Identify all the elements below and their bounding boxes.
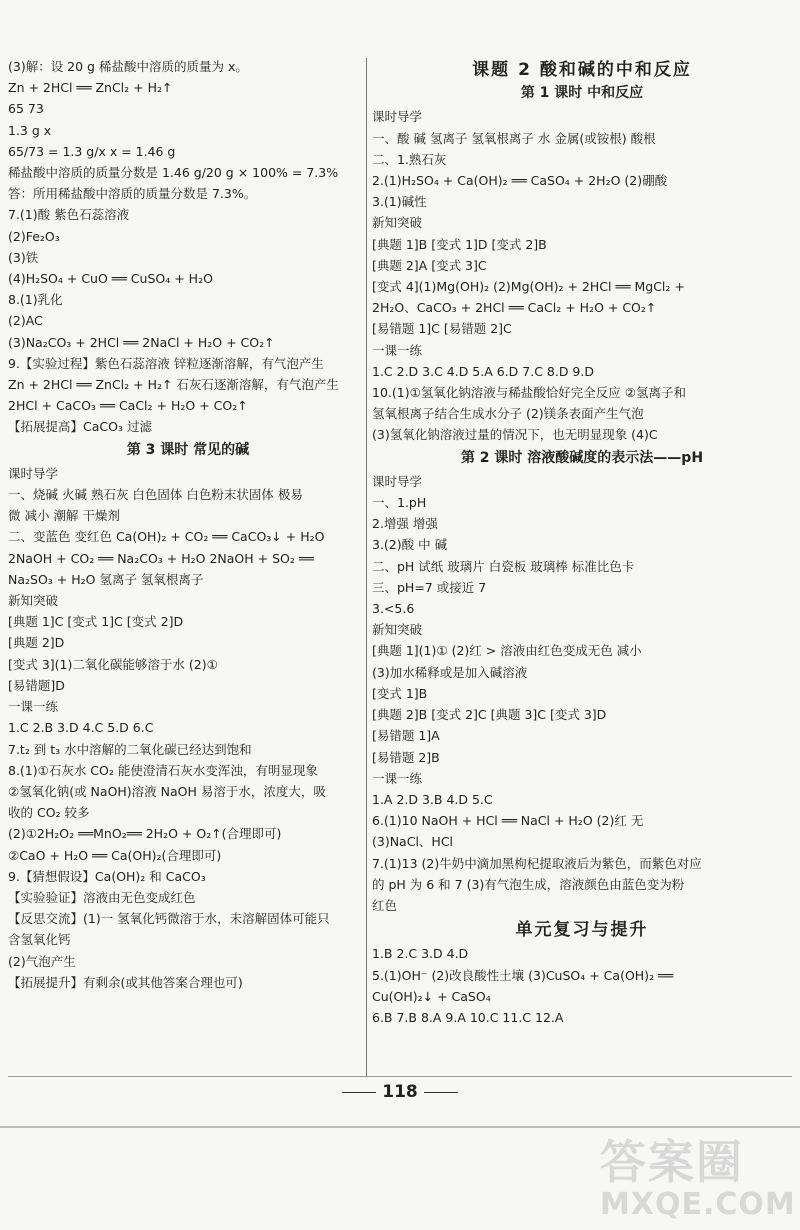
text-line: 6.B 7.B 8.A 9.A 10.C 11.C 12.A (372, 1009, 564, 1025)
text-line: Zn + 2HCl ══ ZnCl₂ + H₂↑ (8, 80, 173, 96)
text-line: (3)加水稀释或是加入碱溶液 (372, 664, 528, 680)
text-line: 新知突破 (8, 593, 59, 609)
watermark-logo-text: 答案圈 (600, 1135, 744, 1189)
text-line: 一、酸 碱 氢离子 氢氧根离子 水 金属(或铵根) 酸根 (372, 130, 656, 146)
watermark-url: MXQE.COM (600, 1187, 796, 1222)
text-line: 一课一练 (372, 770, 423, 786)
page-number (300, 1082, 500, 1102)
text-line: 课时导学 (372, 109, 423, 125)
text-line: 一、烧碱 火碱 熟石灰 白色固体 白色粉末状固体 极易 (8, 487, 303, 503)
text-line: 1.A 2.D 3.B 4.D 5.C (372, 791, 493, 807)
text-line: 2.增强 增强 (372, 516, 438, 532)
text-line: Na₂SO₃ + H₂O 氢离子 氢氧根离子 (8, 571, 204, 587)
text-line: 【拓展提高】CaCO₃ 过滤 (8, 419, 152, 435)
text-line: 8.(1)①石灰水 CO₂ 能使澄清石灰水变浑浊，有明显现象 (8, 762, 318, 778)
text-line: [易错题]D (8, 677, 65, 693)
text-line: [易错题 1]A (372, 728, 440, 744)
text-line: 7.t₂ 到 t₃ 水中溶解的二氧化碳已经达到饱和 (8, 741, 252, 757)
text-line: 【反思交流】(1)一 氢氧化钙微溶于水，未溶解固体可能只 (8, 911, 330, 927)
text-line: [变式 3](1)二氧化碳能够溶于水 (2)① (8, 656, 218, 672)
text-line: 3.(1)碱性 (372, 194, 427, 210)
text-line: [典题 1]B [变式 1]D [变式 2]B (372, 236, 547, 252)
text-line: 2HCl + CaCO₃ ══ CaCl₂ + H₂O + CO₂↑ (8, 398, 248, 414)
text-line: (3)氢氧化钠溶液过量的情况下，也无明显现象 (4)C (372, 427, 658, 443)
text-line: 微 减小 潮解 干燥剂 (8, 508, 120, 524)
page-number-text: 118 (382, 1082, 418, 1102)
text-line: 二、变蓝色 变红色 Ca(OH)₂ + CO₂ ══ CaCO₃↓ + H₂O (8, 529, 325, 545)
text-line: 氢氧根离子结合生成水分子 (2)镁条表面产生气泡 (372, 406, 644, 422)
text-line: 一课一练 (8, 699, 59, 715)
text-line: 1.C 2.D 3.C 4.D 5.A 6.D 7.C 8.D 9.D (372, 363, 594, 379)
dash-left (342, 1092, 376, 1093)
text-line: [典题 2]A [变式 3]C (372, 257, 487, 273)
text-line: ②氢氧化钠(或 NaOH)溶液 NaOH 易溶于水，浓度大，吸 (8, 783, 326, 799)
text-line: 5.(1)OH⁻ (2)改良酸性土壤 (3)CuSO₄ + Ca(OH)₂ ══ (372, 967, 674, 983)
watermark-logo (600, 1135, 796, 1226)
text-line: 7.(1)13 (2)牛奶中滴加黑枸杞提取液后为紫色，而紫色对应 (372, 855, 702, 871)
text-line: 1.C 2.B 3.D 4.C 5.D 6.C (8, 720, 154, 736)
text-line: (2)气泡产生 (8, 953, 76, 969)
text-line: 1.3 g x (8, 122, 52, 138)
text-line: 9.【猜想假设】Ca(OH)₂ 和 CaCO₃ (8, 868, 206, 884)
topic-title: 课题 2 酸和碱的中和反应 (472, 60, 692, 80)
text-line: (3)解：设 20 g 稀盐酸中溶质的质量为 x。 (8, 59, 248, 74)
text-line: 【拓展提升】有剩余(或其他答案合理也可) (8, 974, 243, 990)
text-line: 7.(1)酸 紫色石蕊溶液 (8, 207, 130, 223)
section-heading: 第 1 课时 中和反应 (520, 85, 644, 102)
section-heading: 第 3 课时 常见的碱 (126, 441, 250, 458)
text-line: [典题 2]B [变式 2]C [典题 3]C [变式 3]D (372, 707, 607, 723)
text-line: (3)铁 (8, 249, 39, 265)
text-line: 3.<5.6 (372, 601, 415, 617)
text-line: 答：所用稀盐酸中溶质的质量分数是 7.3%。 (8, 186, 257, 202)
text-line: 课时导学 (372, 473, 423, 489)
text-line: (4)H₂SO₄ + CuO ══ CuSO₄ + H₂O (8, 271, 213, 287)
text-line: 课时导学 (8, 465, 59, 481)
text-line: 1.B 2.C 3.D 4.D (372, 946, 469, 962)
text-line: 红色 (372, 897, 398, 913)
text-line: 收的 CO₂ 较多 (8, 805, 90, 821)
text-line: [变式 1]B (372, 685, 428, 701)
text-line: 【实验验证】溶液由无色变成红色 (8, 889, 196, 905)
text-line: (3)Na₂CO₃ + 2HCl ══ 2NaCl + H₂O + CO₂↑ (8, 334, 275, 350)
column-divider (366, 58, 367, 1076)
text-line: 稀盐酸中溶质的质量分数是 1.46 g/20 g × 100% = 7.3% (8, 165, 339, 181)
text-line: 2.(1)H₂SO₄ + Ca(OH)₂ ══ CaSO₄ + 2H₂O (2)硼酸 (372, 173, 668, 189)
text-line: 65/73 = 1.3 g/x x = 1.46 g (8, 143, 176, 159)
text-line: (3)NaCl、HCl (372, 834, 454, 850)
text-line: [易错题 2]B (372, 749, 440, 765)
text-line: [典题 1](1)① (2)红 > 溶液由红色变成无色 减小 (372, 643, 642, 659)
text-line: 二、pH 试纸 玻璃片 白瓷板 玻璃棒 标准比色卡 (372, 558, 635, 574)
text-line: 3.(2)酸 中 碱 (372, 537, 448, 553)
text-line: 2NaOH + CO₂ ══ Na₂CO₃ + H₂O 2NaOH + SO₂ ══ (8, 550, 314, 566)
left-column (8, 56, 368, 993)
text-line: 新知突破 (372, 622, 423, 638)
text-line: 新知突破 (372, 215, 423, 231)
text-line: 二、1.熟石灰 (372, 151, 447, 167)
section-heading: 第 2 课时 溶液酸碱度的表示法——pH (460, 449, 704, 466)
text-line: [典题 2]D (8, 635, 65, 651)
dash-right (424, 1092, 458, 1093)
text-line: 一、1.pH (372, 495, 427, 511)
page-bottom-rule (8, 1076, 792, 1077)
text-line: 10.(1)①氢氧化钠溶液与稀盐酸恰好完全反应 ②氢离子和 (372, 385, 686, 401)
text-line: 的 pH 为 6 和 7 (3)有气泡生成，溶液颜色由蓝色变为粉 (372, 876, 685, 892)
text-line: Cu(OH)₂↓ + CaSO₄ (372, 988, 491, 1004)
text-line: [典题 1]C [变式 1]C [变式 2]D (8, 614, 184, 630)
text-line: 8.(1)乳化 (8, 292, 63, 308)
text-line: (2)Fe₂O₃ (8, 228, 60, 244)
text-line: ②CaO + H₂O ══ Ca(OH)₂(合理即可) (8, 847, 222, 863)
footer-rule (0, 1126, 800, 1128)
right-column (372, 56, 792, 1028)
text-line: (2)①2H₂O₂ ══MnO₂══ 2H₂O + O₂↑(合理即可) (8, 826, 282, 842)
text-line: 2H₂O、CaCO₃ + 2HCl ══ CaCl₂ + H₂O + CO₂↑ (372, 300, 657, 316)
text-line: 三、pH=7 或接近 7 (372, 579, 487, 595)
text-line: [易错题 1]C [易错题 2]C (372, 321, 512, 337)
text-line: 一课一练 (372, 342, 423, 358)
text-line: 6.(1)10 NaOH + HCl ══ NaCl + H₂O (2)红 无 (372, 813, 644, 829)
text-line: 9.【实验过程】紫色石蕊溶液 锌粒逐渐溶解，有气泡产生 (8, 355, 324, 371)
text-line: 含氢氧化钙 (8, 932, 71, 948)
text-line: (2)AC (8, 313, 43, 329)
section-heading: 单元复习与提升 (515, 920, 649, 941)
text-line: Zn + 2HCl ══ ZnCl₂ + H₂↑ 石灰石逐渐溶解，有气泡产生 (8, 377, 339, 393)
text-line: 65 73 (8, 101, 44, 117)
text-line: [变式 4](1)Mg(OH)₂ (2)Mg(OH)₂ + 2HCl ══ MgCl₂ + (372, 279, 685, 295)
